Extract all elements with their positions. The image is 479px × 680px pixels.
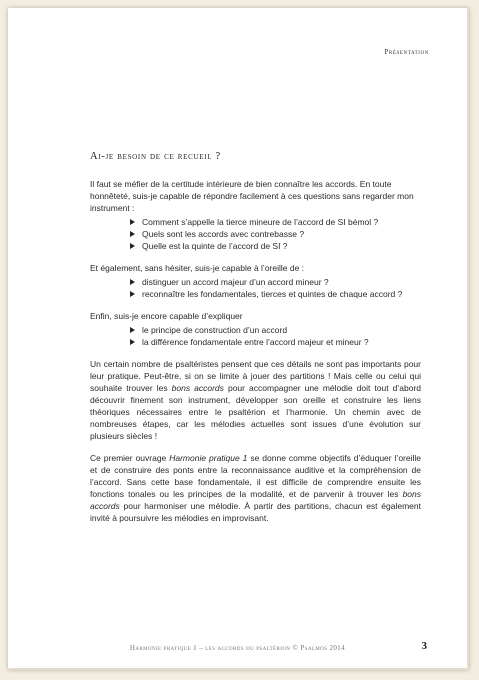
list-item: le principe de construction d’un accord — [130, 324, 421, 336]
list-item: Quelle est la quinte de l’accord de SI ? — [130, 240, 421, 252]
ear-lead-paragraph: Et également, sans hésiter, suis-je capable à l’oreille de : — [90, 263, 305, 273]
body-paragraph-1: Un certain nombre de psaltéristes pensent que ces détails ne sont pas importants pour leur pratique. Peut-être, si on se limite à jouer des partitions ! Mais celle ou celui qui souhaite trouver les bons accords pour accompagner une mélodie doit tout d’abord découvrir finement son instrument, développer son oreille et construire les liens théoriques nécessaires entre le psaltérion et l’harmonie. Un chemin avec de nombreuses étapes, car les mélodies actuelles sont issues d’une évolution sur plusieurs siècles ! — [90, 359, 422, 441]
section-title: Ai-je besoin de ce recueil ? — [90, 151, 221, 162]
triangle-bullet-icon — [130, 291, 135, 297]
explain-lead-paragraph: Enfin, suis-je encore capable d’expliquer — [90, 311, 243, 321]
list-item: la différence fondamentale entre l’accord majeur et mineur ? — [130, 336, 421, 348]
page-number: 3 — [421, 640, 427, 652]
question-list-ear — [90, 276, 421, 300]
body-text — [90, 178, 421, 524]
triangle-bullet-icon — [130, 327, 135, 333]
triangle-bullet-icon — [130, 243, 135, 249]
page-footer: Harmonie pratique 1 – les accords du psaltérion © Psalmos 2014 — [129, 644, 346, 652]
triangle-bullet-icon — [130, 231, 135, 237]
triangle-bullet-icon — [130, 219, 135, 225]
document-page — [8, 8, 469, 670]
list-item: reconnaître les fondamentales, tierces et quintes de chaque accord ? — [130, 288, 421, 300]
triangle-bullet-icon — [130, 279, 135, 285]
question-list-explain — [90, 324, 421, 348]
running-header: Présentation — [384, 48, 429, 56]
question-list-instrument — [90, 216, 421, 252]
body-paragraph-2: Ce premier ouvrage Harmonie pratique 1 se donne comme objectifs d’éduquer l’oreille et de construire des ponts entre la reconnaissance auditive et la compréhension de l’accord. Sans cette base fondamentale, il est difficile de comprendre ensuite les fonctions tonales ou les principes de la modalité, et de parvenir à trouver les bons accords pour harmoniser une mélodie. À partir des partitions, chacun est également invité à poursuivre les mélodies en improvisant. — [90, 453, 422, 523]
list-item: Comment s’appelle la tierce mineure de l’accord de SI bémol ? — [130, 216, 421, 228]
list-item: distinguer un accord majeur d’un accord mineur ? — [130, 276, 421, 288]
intro-paragraph: Il faut se méfier de la certitude intérieure de bien connaître les accords. En toute honnêteté, suis-je capable de répondre facilement à ces questions sans regarder mon instrument : — [90, 179, 414, 213]
list-item: Quels sont les accords avec contrebasse ? — [130, 228, 421, 240]
triangle-bullet-icon — [130, 339, 135, 345]
